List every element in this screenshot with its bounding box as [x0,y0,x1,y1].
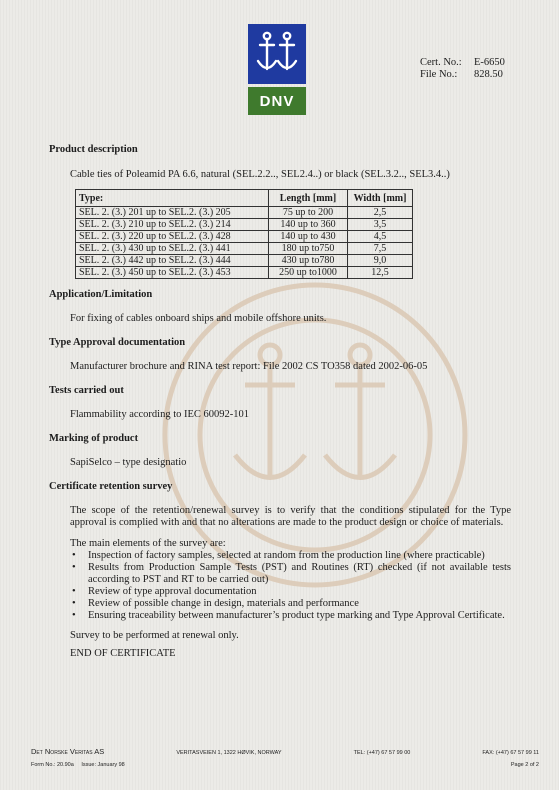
tests-heading: Tests carried out [49,385,124,396]
list-item: • Ensuring traceability between manufacturer’s product type marking and Type Approval Certificate. [88,610,511,622]
footer-page-number: Page 2 of 2 [510,762,539,768]
table-cell-type: SEL. 2. (3.) 220 up to SEL.2. (3.) 428 [76,231,269,243]
application-text: For fixing of cables onboard ships and mobile offshore units. [70,313,327,324]
table-row [76,255,413,267]
cert-no-label: Cert. No.: [420,57,462,68]
survey-elements-intro: The main elements of the survey are: [70,538,226,549]
type-approval-heading: Type Approval documentation [49,337,186,348]
tests-text: Flammability according to IEC 60092-101 [70,409,250,420]
table-cell-length: 430 up to780 [269,255,348,267]
table-cell-type: SEL. 2. (3.) 210 up to SEL.2. (3.) 214 [76,219,269,231]
survey-scope-text: The scope of the retention/renewal survey is to verify that the conditions stipulated for the Type approval is complied with and that no alterations are made to the product design or choice of materials. [70,505,511,528]
footer-fax: FAX: (+47) 67 57 99 11 [482,750,539,756]
table-row [76,219,413,231]
table-header-width: Width [mm] [348,190,413,207]
table-cell-type: SEL. 2. (3.) 430 up to SEL.2. (3.) 441 [76,243,269,255]
table-cell-type: SEL. 2. (3.) 442 up to SEL.2. (3.) 444 [76,255,269,267]
survey-heading: Certificate retention survey [49,481,173,492]
table-cell-length: 250 up to1000 [269,267,348,279]
table-cell-width: 4,5 [348,231,413,243]
table-cell-length: 140 up to 430 [269,231,348,243]
list-item: • Review of type approval documentation [88,586,511,598]
dnv-logo [248,24,306,115]
file-no-label: File No.: [420,69,458,80]
table-cell-length: 75 up to 200 [269,207,348,219]
list-item: • Inspection of factory samples, selected at random from the production line (where practicable) [88,550,511,562]
marking-text: SapiSelco – type designatio [70,457,187,468]
table-cell-width: 12,5 [348,267,413,279]
certificate-numbers [420,57,505,81]
table-cell-width: 9,0 [348,255,413,267]
table-row [76,207,413,219]
marking-heading: Marking of product [49,433,139,444]
application-heading: Application/Limitation [49,289,153,300]
table-cell-width: 3,5 [348,219,413,231]
types-table [75,189,413,279]
table-row [76,243,413,255]
footer-form-no: Form No.: 20.90a [31,762,74,768]
certificate-body [49,144,511,660]
dnv-wordmark [248,87,306,115]
footer-address: VERITASVEIEN 1, 1322 HØVIK, NORWAY [176,750,282,756]
cert-no-value: E-6650 [474,57,505,68]
table-header-row [76,190,413,207]
product-description-heading: Product description [49,144,138,155]
dnv-logo-text: DNV [259,92,295,110]
table-cell-length: 140 up to 360 [269,219,348,231]
file-no-value: 828.50 [474,69,503,80]
table-cell-length: 180 up to750 [269,243,348,255]
type-approval-text: Manufacturer brochure and RINA test report: File 2002 CS TO358 dated 2002-06-05 [70,361,428,372]
table-row [76,231,413,243]
footer-issue: Issue: January 98 [81,762,125,768]
product-description-text: Cable ties of Poleamid PA 6.6, natural (SEL.2.2.., SEL2.4..) or black (SEL.3.2.., SEL3.4..) [70,169,450,180]
survey-renewal-text: Survey to be performed at renewal only. [70,630,239,641]
table-cell-width: 2,5 [348,207,413,219]
end-of-certificate: END OF CERTIFICATE [70,648,176,659]
list-item: • Results from Production Sample Tests (PST) and Routines (RT) checked (if not available tests according to PST and RT to be carried out) [88,562,511,586]
footer-org: Det Norske Veritas AS [31,747,105,756]
footer-tel: TEL: (+47) 67 57 99 00 [353,750,411,756]
anchor-emblem-icon [248,24,306,84]
table-header-type: Type: [76,190,269,207]
survey-elements-list [70,550,511,622]
table-cell-width: 7,5 [348,243,413,255]
table-cell-type: SEL. 2. (3.) 201 up to SEL.2. (3.) 205 [76,207,269,219]
table-cell-type: SEL. 2. (3.) 450 up to SEL.2. (3.) 453 [76,267,269,279]
table-row [76,267,413,279]
page-footer [31,747,539,768]
list-item: • Review of possible change in design, materials and performance [88,598,511,610]
table-header-length: Length [mm] [269,190,348,207]
